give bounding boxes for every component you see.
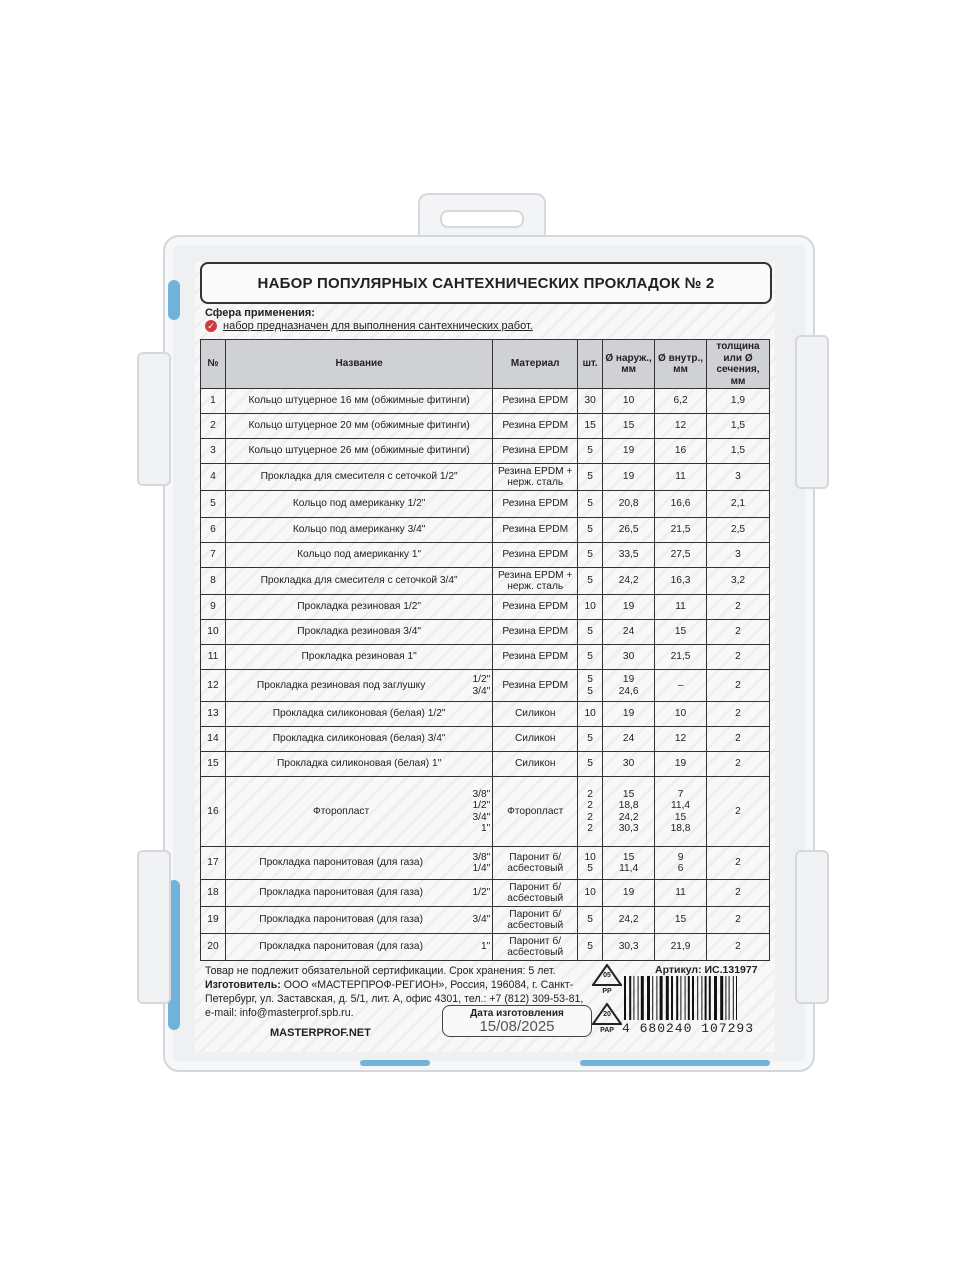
item-outer-diameter: 19 — [603, 439, 655, 464]
row-number: 7 — [201, 543, 226, 568]
table-row — [201, 907, 770, 934]
barcode-bar — [647, 976, 650, 1020]
table-row — [201, 518, 770, 543]
item-thickness: 2 — [707, 727, 770, 752]
row-number: 12 — [201, 670, 226, 702]
item-thickness: 2 — [707, 702, 770, 727]
row-number: 18 — [201, 880, 226, 907]
item-size: 1" — [480, 823, 491, 834]
item-outer-diameter: 19 — [603, 464, 655, 491]
table-row — [201, 439, 770, 464]
item-thickness: 1,5 — [707, 414, 770, 439]
item-material: Паронит б/асбестовый — [493, 880, 578, 907]
item-inner-diameter: 21,5 — [655, 518, 707, 543]
item-inner-diameter: 21,9 — [655, 934, 707, 961]
table-row — [201, 543, 770, 568]
item-qty: 5 — [578, 491, 603, 518]
item-outer-diameter: 24 — [603, 620, 655, 645]
item-name-wrap — [228, 887, 490, 899]
item-material: Силикон — [493, 727, 578, 752]
barcode-bar — [624, 976, 626, 1020]
blue-gasket-edge — [168, 280, 180, 320]
item-thickness: 3 — [707, 464, 770, 491]
item-name: Прокладка резиновая 1/2" — [225, 595, 492, 620]
item-name: Прокладка силиконовая (белая) 3/4" — [225, 727, 492, 752]
item-name: Кольцо под американку 1" — [225, 543, 492, 568]
row-number: 13 — [201, 702, 226, 727]
scope-text: набор предназначен для выполнения сантехнических работ. — [223, 320, 533, 332]
item-name-wrap — [228, 941, 490, 953]
item-material: Резина EPDM — [493, 670, 578, 702]
item-size: 3/4" — [472, 914, 491, 926]
table-row — [201, 464, 770, 491]
col-header-inner: Ø внутр., мм — [655, 340, 707, 389]
item-qty: 5 — [578, 645, 603, 670]
item-outer-diameter: 26,5 — [603, 518, 655, 543]
manufacturer-label: Изготовитель: — [205, 979, 281, 991]
item-outer-diameter: 19 — [603, 880, 655, 907]
side-latch-left — [137, 850, 171, 1004]
item-outer-diameter: 19 — [603, 702, 655, 727]
item-name: Прокладка силиконовая (белая) 1" — [225, 752, 492, 777]
item-qty: 15 — [578, 414, 603, 439]
col-header-number: № — [201, 340, 226, 389]
item-thickness: 2 — [707, 595, 770, 620]
item-material: Фторопласт — [493, 777, 578, 847]
item-qty: 5 — [578, 752, 603, 777]
barcode-bar — [733, 976, 734, 1020]
product-title: НАБОР ПОПУЛЯРНЫХ САНТЕХНИЧЕСКИХ ПРОКЛАДОК № 2 — [200, 262, 772, 304]
item-outer-diameter: 10 — [603, 389, 655, 414]
table-row — [201, 752, 770, 777]
certification-text: Товар не подлежит обязательной сертификации. Срок хранения: 5 лет. — [205, 965, 556, 977]
barcode-bar — [676, 976, 678, 1020]
item-name-wrap — [228, 674, 490, 697]
item-qty: 5 — [578, 518, 603, 543]
item-thickness: 2 — [707, 880, 770, 907]
item-qty: 5 — [578, 543, 603, 568]
item-inner-diameter: 11 — [655, 595, 707, 620]
recycle-pp-icon — [592, 964, 622, 998]
item-name: Прокладка резиновая 3/4" — [225, 620, 492, 645]
item-material: Силикон — [493, 702, 578, 727]
barcode-number: 4 680240 107293 — [622, 1021, 755, 1036]
table-row — [201, 777, 770, 847]
item-inner-diameter: 9 6 — [655, 847, 707, 880]
barcode-bar — [705, 976, 707, 1020]
table-row — [201, 620, 770, 645]
row-number: 4 — [201, 464, 226, 491]
item-inner-diameter: 19 — [655, 752, 707, 777]
item-name: Кольцо штуцерное 26 мм (обжимные фитинги) — [225, 439, 492, 464]
item-thickness: 2,1 — [707, 491, 770, 518]
recycle-pp-code: 05 — [603, 972, 611, 979]
item-name: Кольцо штуцерное 20 мм (обжимные фитинги) — [225, 414, 492, 439]
item-qty: 10 — [578, 595, 603, 620]
row-number: 2 — [201, 414, 226, 439]
table-row — [201, 727, 770, 752]
col-header-thickness: толщина или Ø сечения, мм — [707, 340, 770, 389]
item-material: Силикон — [493, 752, 578, 777]
table-header-row — [201, 340, 770, 389]
table-row — [201, 847, 770, 880]
item-size: 3/4" — [472, 811, 491, 823]
item-outer-diameter: 30 — [603, 645, 655, 670]
item-inner-diameter: 12 — [655, 727, 707, 752]
scope-heading: Сфера применения: — [205, 307, 315, 319]
barcode-bar — [720, 976, 723, 1020]
item-thickness: 2 — [707, 847, 770, 880]
item-material: Резина EPDM — [493, 645, 578, 670]
barcode-bar — [660, 976, 663, 1020]
row-number: 11 — [201, 645, 226, 670]
item-qty: 5 — [578, 439, 603, 464]
recycle-pp-material: PP — [602, 988, 612, 995]
side-latch-left — [137, 352, 171, 486]
barcode-bar — [709, 976, 711, 1020]
item-outer-diameter: 15 — [603, 414, 655, 439]
item-name-text: Фторопласт — [313, 805, 370, 817]
blue-gasket-edge — [580, 1060, 770, 1066]
item-inner-diameter: 10 — [655, 702, 707, 727]
item-name-text: Прокладка паронитовая (для газа) — [259, 914, 423, 926]
item-thickness: 2 — [707, 645, 770, 670]
item-name — [225, 880, 492, 907]
item-name: Кольцо штуцерное 16 мм (обжимные фитинги) — [225, 389, 492, 414]
item-thickness: 2 — [707, 620, 770, 645]
item-qty: 10 — [578, 880, 603, 907]
item-qty: 5 — [578, 934, 603, 961]
row-number: 10 — [201, 620, 226, 645]
barcode-bar — [633, 976, 634, 1020]
item-inner-diameter: – — [655, 670, 707, 702]
item-name: Прокладка для смесителя с сеточкой 3/4" — [225, 568, 492, 595]
item-size: 1/2" — [472, 800, 491, 811]
table-row — [201, 670, 770, 702]
item-outer-diameter: 30 — [603, 752, 655, 777]
item-name: Прокладка для смесителя с сеточкой 1/2" — [225, 464, 492, 491]
barcode-bar — [685, 976, 686, 1020]
website: MASTERPROF.NET — [270, 1027, 371, 1039]
item-size: 3/8" — [472, 851, 491, 863]
item-name-wrap — [228, 852, 490, 875]
item-thickness: 2 — [707, 670, 770, 702]
table-row — [201, 595, 770, 620]
barcode-bar — [652, 976, 653, 1020]
row-number: 6 — [201, 518, 226, 543]
manufacture-date-label: Дата изготовления — [470, 1008, 564, 1019]
barcode-bar — [638, 976, 639, 1020]
item-thickness: 2 — [707, 777, 770, 847]
item-material: Резина EPDM — [493, 620, 578, 645]
item-outer-diameter: 20,8 — [603, 491, 655, 518]
item-name: Прокладка резиновая 1" — [225, 645, 492, 670]
manufacturer-details: ООО «МАСТЕРПРОФ-РЕГИОН», Россия, 196084, г. Санкт-Петербург, ул. Заставская, д. 5/1, лит. А, офис 4301, тел.: +7 (812) 309-53-81, e-mail: info@masterprof.spb.ru. — [205, 979, 584, 1019]
row-number: 14 — [201, 727, 226, 752]
table-row — [201, 934, 770, 961]
item-inner-diameter: 7 11,4 15 18,8 — [655, 777, 707, 847]
item-outer-diameter: 19 24,6 — [603, 670, 655, 702]
barcode-bar — [688, 976, 690, 1020]
item-size: 3/8" — [472, 788, 491, 800]
blue-gasket-edge — [360, 1060, 430, 1066]
item-outer-diameter: 15 18,8 24,2 30,3 — [603, 777, 655, 847]
barcode-bar — [680, 976, 681, 1020]
col-header-outer: Ø наруж., мм — [603, 340, 655, 389]
table-row — [201, 389, 770, 414]
table-row — [201, 880, 770, 907]
row-number: 17 — [201, 847, 226, 880]
item-qty: 5 5 — [578, 670, 603, 702]
item-qty: 10 5 — [578, 847, 603, 880]
item-outer-diameter: 15 11,4 — [603, 847, 655, 880]
item-size: 1/4" — [472, 863, 491, 874]
barcode-bar — [641, 976, 644, 1020]
barcode-bar — [725, 976, 726, 1020]
item-thickness: 2 — [707, 752, 770, 777]
gasket-table — [200, 339, 770, 961]
item-name-wrap — [228, 914, 490, 926]
item-material: Резина EPDM — [493, 518, 578, 543]
item-outer-diameter: 24,2 — [603, 568, 655, 595]
item-material: Резина EPDM + нерж. сталь — [493, 568, 578, 595]
manufacture-date-box — [442, 1005, 592, 1037]
item-qty: 5 — [578, 907, 603, 934]
item-sizes — [462, 914, 490, 926]
item-thickness: 2 — [707, 907, 770, 934]
item-inner-diameter: 15 — [655, 620, 707, 645]
item-qty: 30 — [578, 389, 603, 414]
item-sizes — [462, 941, 490, 953]
item-material: Резина EPDM — [493, 439, 578, 464]
item-size: 3/4" — [472, 685, 491, 697]
row-number: 16 — [201, 777, 226, 847]
col-header-qty: шт. — [578, 340, 603, 389]
item-material: Резина EPDM — [493, 491, 578, 518]
barcode-bar — [701, 976, 702, 1020]
item-material: Резина EPDM + нерж. сталь — [493, 464, 578, 491]
recycle-pap-material: PAP — [600, 1027, 614, 1034]
item-inner-diameter: 11 — [655, 880, 707, 907]
row-number: 15 — [201, 752, 226, 777]
item-inner-diameter: 6,2 — [655, 389, 707, 414]
check-icon: ✓ — [205, 320, 217, 332]
barcode-bar — [656, 976, 657, 1020]
item-name-text: Прокладка паронитовая (для газа) — [259, 941, 423, 953]
hanger-hole — [440, 210, 524, 228]
row-number: 1 — [201, 389, 226, 414]
side-latch-right — [795, 335, 829, 489]
item-thickness: 2,5 — [707, 518, 770, 543]
item-size: 1/2" — [472, 887, 491, 899]
item-size: 1/2" — [472, 674, 491, 685]
row-number: 19 — [201, 907, 226, 934]
item-inner-diameter: 21,5 — [655, 645, 707, 670]
barcode-bar — [736, 976, 737, 1020]
item-thickness: 3,2 — [707, 568, 770, 595]
item-name — [225, 670, 492, 702]
item-qty: 5 — [578, 568, 603, 595]
item-sizes — [462, 852, 490, 875]
item-name-text: Прокладка паронитовая (для газа) — [259, 887, 423, 899]
item-name — [225, 934, 492, 961]
item-inner-diameter: 11 — [655, 464, 707, 491]
item-inner-diameter: 27,5 — [655, 543, 707, 568]
item-material: Паронит б/асбестовый — [493, 847, 578, 880]
recycle-pap-icon — [592, 1003, 622, 1037]
item-thickness: 3 — [707, 543, 770, 568]
barcode-bar — [714, 976, 717, 1020]
barcode-bar — [729, 976, 730, 1020]
table-row — [201, 414, 770, 439]
item-outer-diameter: 24 — [603, 727, 655, 752]
item-inner-diameter: 12 — [655, 414, 707, 439]
item-outer-diameter: 33,5 — [603, 543, 655, 568]
item-thickness: 2 — [707, 934, 770, 961]
item-qty: 10 — [578, 702, 603, 727]
row-number: 9 — [201, 595, 226, 620]
item-outer-diameter: 19 — [603, 595, 655, 620]
article-number: Артикул: ИС.131977 — [655, 964, 758, 976]
item-material: Резина EPDM — [493, 389, 578, 414]
item-qty: 5 — [578, 620, 603, 645]
item-outer-diameter: 30,3 — [603, 934, 655, 961]
barcode-bar — [629, 976, 631, 1020]
item-name — [225, 907, 492, 934]
item-sizes — [462, 887, 490, 899]
item-name-wrap — [228, 789, 490, 835]
col-header-name: Название — [225, 340, 492, 389]
item-outer-diameter: 24,2 — [603, 907, 655, 934]
item-name: Кольцо под американку 1/2" — [225, 491, 492, 518]
table-row — [201, 645, 770, 670]
item-inner-diameter: 15 — [655, 907, 707, 934]
item-qty: 5 — [578, 464, 603, 491]
item-material: Резина EPDM — [493, 414, 578, 439]
barcode-bar — [666, 976, 669, 1020]
item-material: Паронит б/асбестовый — [493, 907, 578, 934]
item-material: Паронит б/асбестовый — [493, 934, 578, 961]
item-inner-diameter: 16 — [655, 439, 707, 464]
item-name — [225, 847, 492, 880]
col-header-material: Материал — [493, 340, 578, 389]
recycle-pap-code: 20 — [603, 1011, 611, 1018]
table-row — [201, 568, 770, 595]
row-number: 8 — [201, 568, 226, 595]
item-name: Прокладка силиконовая (белая) 1/2" — [225, 702, 492, 727]
item-material: Резина EPDM — [493, 595, 578, 620]
row-number: 3 — [201, 439, 226, 464]
barcode — [622, 976, 770, 1020]
row-number: 20 — [201, 934, 226, 961]
item-name — [225, 777, 492, 847]
barcode-bar — [697, 976, 698, 1020]
item-name: Кольцо под американку 3/4" — [225, 518, 492, 543]
item-sizes — [462, 789, 490, 835]
item-inner-diameter: 16,6 — [655, 491, 707, 518]
item-inner-diameter: 16,3 — [655, 568, 707, 595]
barcode-bar — [692, 976, 694, 1020]
item-material: Резина EPDM — [493, 543, 578, 568]
scope-line — [205, 320, 533, 332]
item-thickness: 1,9 — [707, 389, 770, 414]
item-name-text: Прокладка резиновая под заглушку — [256, 679, 426, 691]
side-latch-right — [795, 850, 829, 1004]
item-name-text: Прокладка паронитовая (для газа) — [259, 857, 423, 869]
table-row — [201, 702, 770, 727]
item-thickness: 1,5 — [707, 439, 770, 464]
item-size: 1" — [480, 941, 491, 953]
item-sizes — [462, 674, 490, 697]
manufacture-date-value: 15/08/2025 — [479, 1018, 555, 1035]
table-row — [201, 491, 770, 518]
item-qty: 2 2 2 2 — [578, 777, 603, 847]
row-number: 5 — [201, 491, 226, 518]
barcode-bar — [671, 976, 673, 1020]
item-qty: 5 — [578, 727, 603, 752]
